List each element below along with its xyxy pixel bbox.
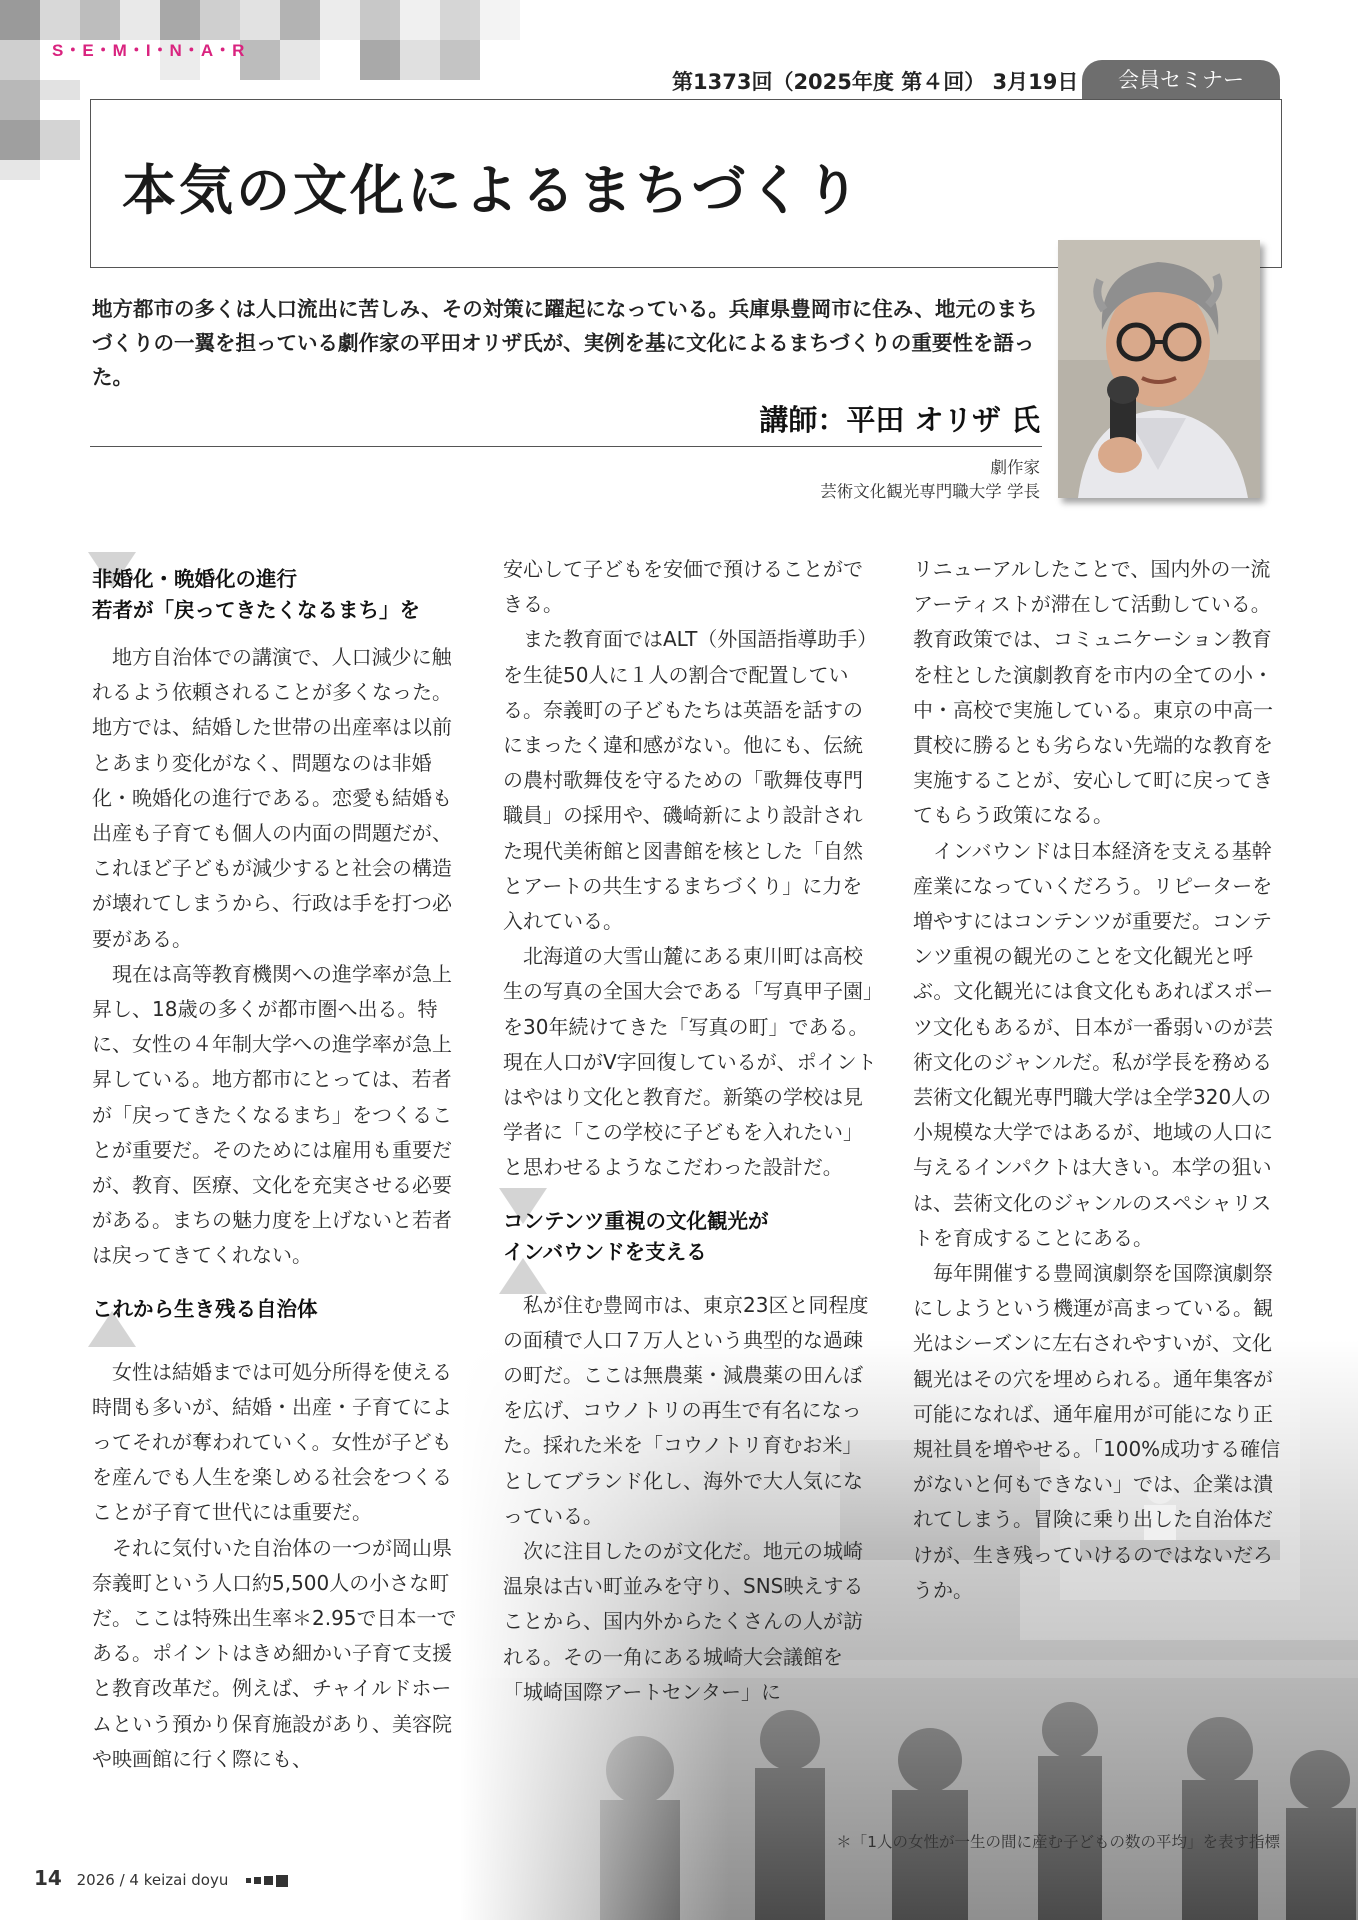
footnote: ＊「1人の女性が一生の間に産む子どもの数の平均」を表す指標 <box>836 1833 1280 1851</box>
footer-squares-icon <box>243 1871 288 1889</box>
section-heading-2-text: これから生き残る自治体 <box>92 1296 318 1321</box>
paragraph: 毎年開催する豊岡演劇祭を国際演劇祭にしようという機運が高まっている。観光はシーズンに左右されやすいが、文化観光はその穴を埋められる。通年集客が可能になれば、通年雇用が可能になり正規社員を増やせる。「100%成功する確信がないと何もできない」では、企業は潰れてしまう。冒険に乗り出した自治体だけが、生き残っていけるのではないだろうか。 <box>913 1261 1281 1602</box>
article-title: 本気の文化によるまちづくり <box>122 159 863 222</box>
section-heading-3-line-2: インバウンドを支える <box>503 1239 707 1264</box>
speaker-name: 講師：平田 オリザ 氏 <box>759 403 1040 437</box>
section-heading-1-line-1: 非婚化・晩婚化の進行 <box>92 567 297 591</box>
article-column-2 <box>503 552 878 1710</box>
article-column-3 <box>913 552 1288 1608</box>
paragraph: 次に注目したのが文化だ。地元の城崎温泉は古い町並みを守り、SNS映えすることから、国内外からたくさんの人が訪れる。その一角にある城崎大会議館を「城崎国際アートセンター」に <box>503 1539 864 1704</box>
category-tab: 会員セミナー <box>1082 60 1280 100</box>
lead-paragraph: 地方都市の多くは人口流出に苦しみ、その対策に躍起になっている。兵庫県豊岡市に住み、地元のまちづくりの一翼を担っている劇作家の平田オリザ氏が、実例を基に文化によるまちづくりの重要性を語った。 <box>92 297 1038 389</box>
page-footer <box>34 1866 288 1890</box>
paragraph: 現在は高等教育機関への進学率が急上昇し、18歳の多くが都市圏へ出る。特に、女性の４年制大学への進学率が急上昇している。地方都市にとっては、若者が「戻ってきたくなるまち」をつくることが重要だ。そのためには雇用も重要だが、教育、医療、文化を充実させる必要がある。まちの魅力度を上げないと若者は戻ってきてくれない。 <box>92 961 452 1268</box>
speaker-role <box>820 456 1040 504</box>
section-heading-3-line-1: コンテンツ重視の文化観光が <box>503 1208 769 1233</box>
speaker-photo <box>1058 240 1260 498</box>
section-heading-1 <box>92 560 467 630</box>
paragraph: リニューアルしたことで、国内外の一流アーティストが滞在して活動している。教育政策では、コミュニケーション教育を柱とした演劇教育を市内の全ての小・中・高校で実施している。東京の中高一貫校に勝るとも劣らない先端的な教育を実施することが、安心して町に戻ってきてもらう政策になる。 <box>913 557 1273 828</box>
page-number: 14 <box>34 1866 62 1890</box>
issue-info: 第1373回（2025年度 第４回） 3月19日 <box>672 70 1079 94</box>
paragraph: 北海道の大雪山麓にある東川町は高校生の写真の全国大会である「写真甲子園」を30年続けてきた「写真の町」である。現在人口がV字回復しているが、ポイントはやはり文化と教育だ。新築の学校は見学者に「この学校に子どもを入れたい」と思わせるようなこだわった設計だ。 <box>503 944 877 1180</box>
divider <box>90 446 1042 447</box>
paragraph: それに気付いた自治体の一つが岡山県奈義町という人口約5,500人の小さな町だ。ここは特殊出生率＊2.95で日本一である。ポイントはきめ細かい子育て支援と教育改革だ。例えば、チャイルドホームという預かり保育施設があり、美容院や映画館に行く際にも、 <box>92 1535 457 1771</box>
paragraph: また教育面ではALT（外国語指導助手）を生徒50人に１人の割合で配置している。奈義町の子どもたちは英語を話すのにまったく違和感がない。他にも、伝統の農村歌舞伎を守るための「歌舞伎専門職員」の採用や、磯崎新により設計された現代美術館と図書館を核とした「自然とアートの共生するまちづくり」に力を入れている。 <box>503 627 878 934</box>
speaker-role-title: 劇作家 <box>990 458 1040 477</box>
paragraph: 安心して子どもを安価で預けることができる。 <box>503 557 863 617</box>
paragraph: 地方自治体での講演で、人口減少に触れるよう依頼されることが多くなった。地方では、結婚した世帯の出産率は以前とあまり変化がなく、問題なのは非婚化・晩婚化の進行である。恋愛も結婚も出産も子育ても個人の内面の問題だが、これほど子どもが減少すると社会の構造が壊れてしまうから、行政は手を打つ必要がある。 <box>92 645 452 951</box>
article-column-1 <box>92 550 467 1777</box>
issue-label: 2026 / 4 keizai doyu <box>76 1871 229 1889</box>
section-label: S・E・M・I・N・A・R <box>52 41 246 60</box>
paragraph: 女性は結婚までは可処分所得を使える時間も多いが、結婚・出産・子育てによってそれが奪われていく。女性が子どもを産んでも人生を楽しめる社会をつくることが子育て世代には重要だ。 <box>92 1359 452 1525</box>
paragraph: インバウンドは日本経済を支える基幹産業になっていくだろう。リピーターを増やすにはコンテンツが重要だ。コンテンツ重視の観光のことを文化観光と呼ぶ。文化観光には食文化もあればスポーツ文化もあるが、日本が一番弱いのが芸術文化のジャンルだ。私が学長を務める芸術文化観光専門職大学は全学320人の小規模な大学ではあるが、地域の人口に与えるインパクトは大きい。本学の狙いは、芸術文化のジャンルのスペシャリストを育成することにある。 <box>913 838 1274 1250</box>
paragraph: 私が住む豊岡市は、東京23区と同程度の面積で人口７万人という典型的な過疎の町だ。ここは無農薬・減農薬の田んぼを広げ、コウノトリの再生で有名になった。採れた米を「コウノトリ育むお米」としてブランド化し、海外で大人気になっている。 <box>503 1292 869 1528</box>
section-heading-2 <box>92 1290 467 1329</box>
speaker-role-affiliation: 芸術文化観光専門職大学 学長 <box>820 482 1040 501</box>
section-heading-1-line-2: 若者が「戻ってきたくなるまち」を <box>92 598 420 622</box>
section-heading-3 <box>503 1202 878 1272</box>
